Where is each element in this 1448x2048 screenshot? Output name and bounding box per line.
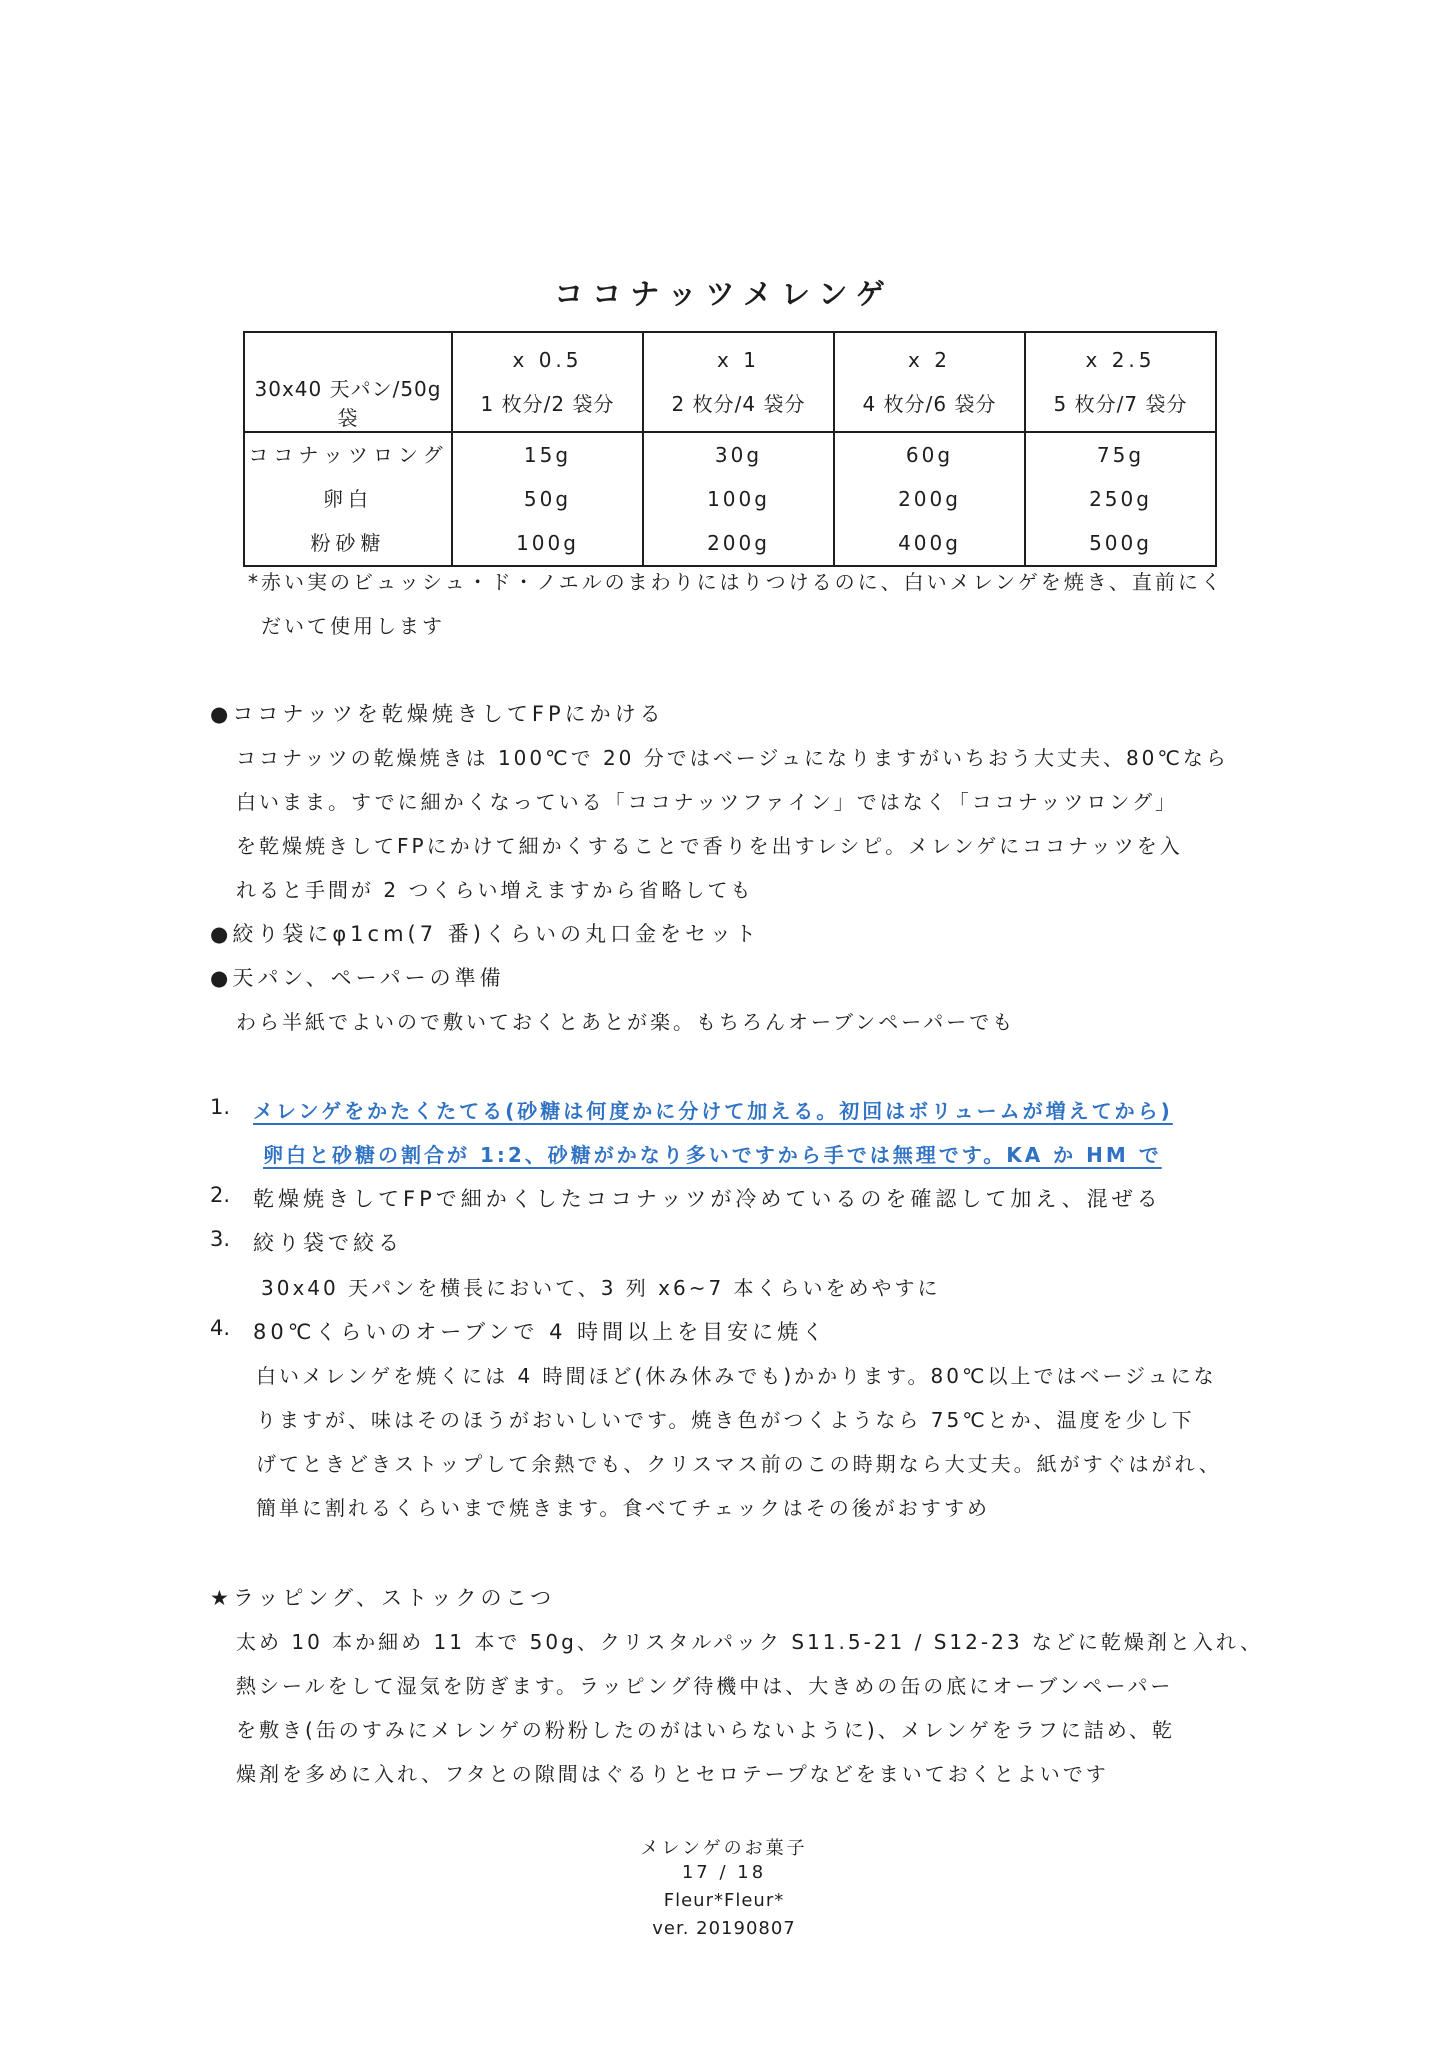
wrapping-text: を敷き(缶のすみにメレンゲの粉粉したのがはいらないように)、メレンゲをラフに詰め、乾 (236, 1718, 1176, 1742)
amount: 200g (898, 487, 961, 511)
table-header-label (244, 332, 452, 432)
footer-book-title: メレンゲのお菓子 (640, 1838, 808, 1859)
amount-cell (1025, 432, 1216, 566)
prep-text: わら半紙でよいので敷いておくとあとが楽。もちろんオーブンペーパーでも (236, 1010, 1016, 1034)
step-4-detail: げてときどきストップして余熱でも、クリスマス前のこの時期なら大丈夫。紙がすぐはがれ、 (256, 1452, 1222, 1476)
ingredient-name: 卵白 (323, 487, 373, 511)
amount: 100g (516, 531, 579, 555)
table-body-row (244, 432, 1216, 566)
step-1-text: メレンゲをかたくたてる(砂糖は何度かに分けて加える。初回はボリュームが増えてから) (253, 1099, 1173, 1123)
amount: 400g (898, 531, 961, 555)
step-number: 4. (210, 1316, 231, 1340)
footer-version: ver. 20190807 (652, 1918, 796, 1939)
amount-cell (452, 432, 643, 566)
step-4-text: 80℃くらいのオーブンで 4 時間以上を目安に焼く (253, 1320, 828, 1344)
amount: 200g (707, 531, 770, 555)
yield: 4 枚分/6 袋分 (862, 391, 997, 416)
size-label: 30x40 天パン/50g 袋 (254, 377, 442, 430)
amount: 50g (523, 487, 572, 511)
yield: 5 枚分/7 袋分 (1053, 391, 1188, 416)
page-title: ココナッツメレンゲ (554, 277, 894, 311)
recipe-table (243, 331, 1217, 567)
multiplier: x 2 (908, 347, 951, 372)
amount: 75g (1096, 443, 1145, 467)
step-2-text: 乾燥焼きしてFPで細かくしたココナッツが冷めているのを確認して加え、混ぜる (253, 1187, 1162, 1211)
prep-text: を乾燥焼きしてFPにかけて細かくすることで香りを出すレシピ。メレンゲにココナッツを入 (236, 834, 1183, 858)
step-3-text: 絞り袋で絞る (253, 1231, 403, 1255)
note-line: だいて使用します (261, 614, 445, 638)
amount: 15g (523, 443, 572, 467)
step-number: 3. (210, 1227, 231, 1251)
wrapping-text: 熱シールをして湿気を防ぎます。ラッピング待機中は、大きめの缶の底にオーブンペーパー (236, 1674, 1174, 1698)
yield: 2 枚分/4 袋分 (671, 391, 806, 416)
step-number: 2. (210, 1183, 231, 1207)
ingredient-name: 粉砂糖 (310, 531, 386, 555)
step-number: 1. (210, 1095, 231, 1119)
amount: 100g (707, 487, 770, 511)
prep-heading-piping: ●絞り袋にφ1cm(7 番)くらいの丸口金をセット (210, 922, 760, 946)
table-header-row (244, 332, 1216, 432)
wrapping-text: 太め 10 本か細め 11 本で 50g、クリスタルパック S11.5-21 / S12-23 などに乾燥剤と入れ、 (236, 1630, 1264, 1654)
step-4-detail: りますが、味はそのほうがおいしいです。焼き色がつくようなら 75℃とか、温度を少し下 (256, 1408, 1195, 1432)
amount: 250g (1089, 487, 1152, 511)
column-header (452, 332, 643, 432)
footer-page-number: 17 / 18 (681, 1862, 767, 1883)
amount-cell (834, 432, 1025, 566)
ingredient-name: ココナッツロング (248, 443, 448, 467)
amount: 500g (1089, 531, 1152, 555)
amount: 60g (905, 443, 954, 467)
multiplier: x 0.5 (512, 347, 583, 372)
prep-heading-coconut: ●ココナッツを乾燥焼きしてFPにかける (210, 702, 665, 726)
step-1-text: 卵白と砂糖の割合が 1:2、砂糖がかなり多いですから手では無理です。KA か HM で (263, 1143, 1162, 1167)
column-header (1025, 332, 1216, 432)
prep-text: ココナッツの乾燥焼きは 100℃で 20 分ではベージュになりますがいちおう大丈夫、80℃なら (236, 746, 1229, 770)
amount: 30g (714, 443, 763, 467)
prep-text: 白いまま。すでに細かくなっている「ココナッツファイン」ではなく「ココナッツロング」 (236, 790, 1178, 814)
wrapping-text: 燥剤を多めに入れ、フタとの隙間はぐるりとセロテープなどをまいておくとよいです (236, 1762, 1109, 1786)
prep-text: れると手間が 2 つくらい増えますから省略しても (236, 878, 754, 902)
wrapping-heading: ★ラッピング、ストックのこつ (210, 1586, 556, 1610)
step-4-detail: 簡単に割れるくらいまで焼きます。食べてチェックはその後がおすすめ (256, 1496, 990, 1520)
step-4-detail: 白いメレンゲを焼くには 4 時間ほど(休み休みでも)かかります。80℃以上ではベージュにな (256, 1364, 1217, 1388)
prep-heading-pan: ●天パン、ペーパーの準備 (210, 966, 505, 990)
amount-cell (643, 432, 834, 566)
ingredient-names (244, 432, 452, 566)
column-header (643, 332, 834, 432)
yield: 1 枚分/2 袋分 (480, 391, 615, 416)
footer-author: Fleur*Fleur* (663, 1890, 785, 1911)
multiplier: x 2.5 (1085, 347, 1156, 372)
step-3-detail: 30x40 天パンを横長において、3 列 x6~7 本くらいをめやすに (261, 1276, 941, 1300)
note-line: *赤い実のビュッシュ・ド・ノエルのまわりにはりつけるのに、白いメレンゲを焼き、直前にく (248, 570, 1224, 594)
column-header (834, 332, 1025, 432)
multiplier: x 1 (717, 347, 760, 372)
